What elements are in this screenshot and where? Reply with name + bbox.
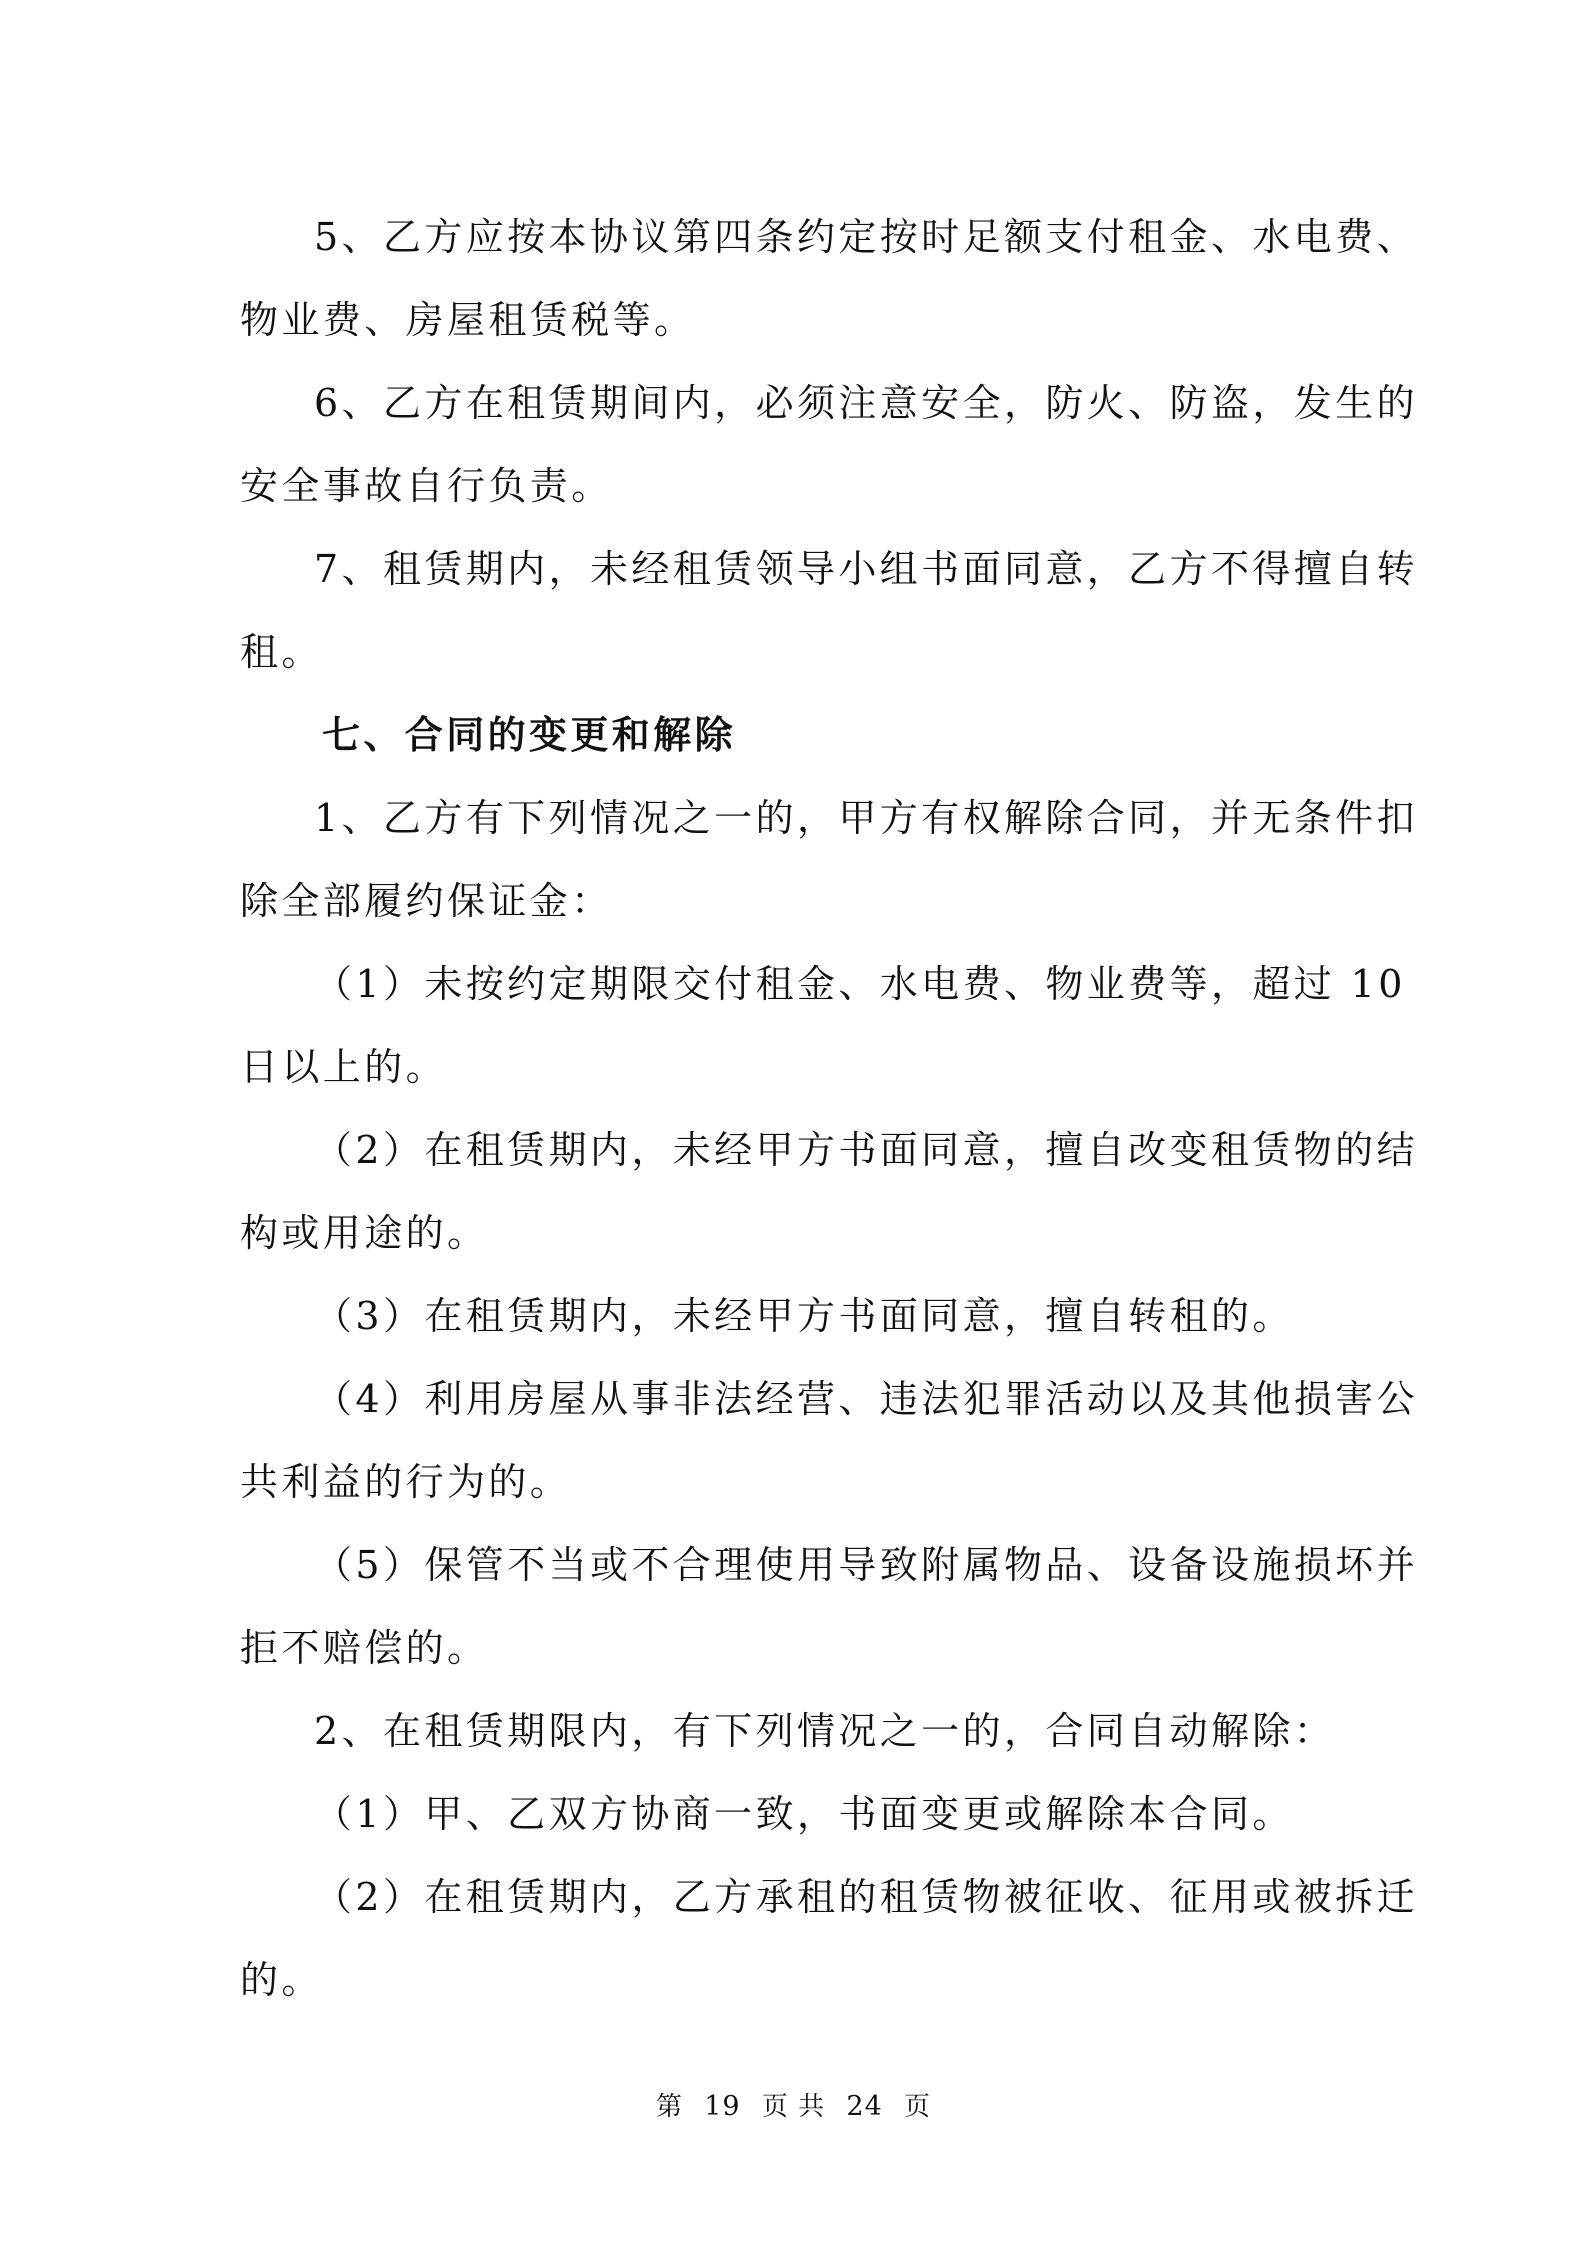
paragraph-line: （2）在租赁期内，未经甲方书面同意，擅自改变租赁物的结 bbox=[314, 1128, 1418, 1172]
footer-suffix: 页 bbox=[904, 2092, 932, 2122]
paragraph-line: （1）甲、乙双方协商一致，书面变更或解除本合同。 bbox=[314, 1792, 1294, 1836]
paragraph-line: （2）在租赁期内，乙方承租的租赁物被征收、征用或被拆迁 bbox=[314, 1875, 1418, 1919]
paragraph-line: 5、乙方应按本协议第四条约定按时足额支付租金、水电费、 bbox=[314, 215, 1418, 259]
paragraph-line: 日以上的。 bbox=[240, 1045, 448, 1089]
current-page-number: 19 bbox=[704, 2091, 741, 2122]
paragraph-line: （5）保管不当或不合理使用导致附属物品、设备设施损坏并 bbox=[314, 1543, 1418, 1587]
paragraph-line: （3）在租赁期内，未经甲方书面同意，擅自转租的。 bbox=[314, 1294, 1294, 1338]
paragraph-line: 的。 bbox=[240, 1958, 323, 2002]
page-footer bbox=[0, 2086, 1587, 2123]
paragraph-line: （1）未按约定期限交付租金、水电费、物业费等，超过 10 bbox=[314, 962, 1406, 1006]
paragraph-line: （4）利用房屋从事非法经营、违法犯罪活动以及其他损害公 bbox=[314, 1377, 1418, 1421]
paragraph-line: 构或用途的。 bbox=[240, 1211, 489, 1255]
paragraph-line: 租。 bbox=[240, 630, 323, 674]
footer-prefix: 第 bbox=[655, 2092, 683, 2122]
paragraph-line: 安全事故自行负责。 bbox=[240, 464, 613, 508]
paragraph-line: 除全部履约保证金： bbox=[240, 879, 613, 923]
paragraph-line: 7、租赁期内，未经租赁领导小组书面同意，乙方不得擅自转 bbox=[314, 547, 1418, 591]
total-page-number: 24 bbox=[846, 2091, 883, 2122]
paragraph-line: 拒不赔偿的。 bbox=[240, 1626, 489, 1670]
paragraph-line: 1、乙方有下列情况之一的，甲方有权解除合同，并无条件扣 bbox=[314, 796, 1418, 840]
paragraph-line: 2、在租赁期限内，有下列情况之一的，合同自动解除： bbox=[314, 1709, 1336, 1753]
section-heading: 七、合同的变更和解除 bbox=[322, 712, 737, 757]
footer-mid: 页 共 bbox=[761, 2092, 826, 2122]
paragraph-line: 6、乙方在租赁期间内，必须注意安全，防火、防盗，发生的 bbox=[314, 381, 1418, 425]
paragraph-line: 物业费、房屋租赁税等。 bbox=[240, 298, 696, 342]
paragraph-line: 共利益的行为的。 bbox=[240, 1460, 572, 1504]
